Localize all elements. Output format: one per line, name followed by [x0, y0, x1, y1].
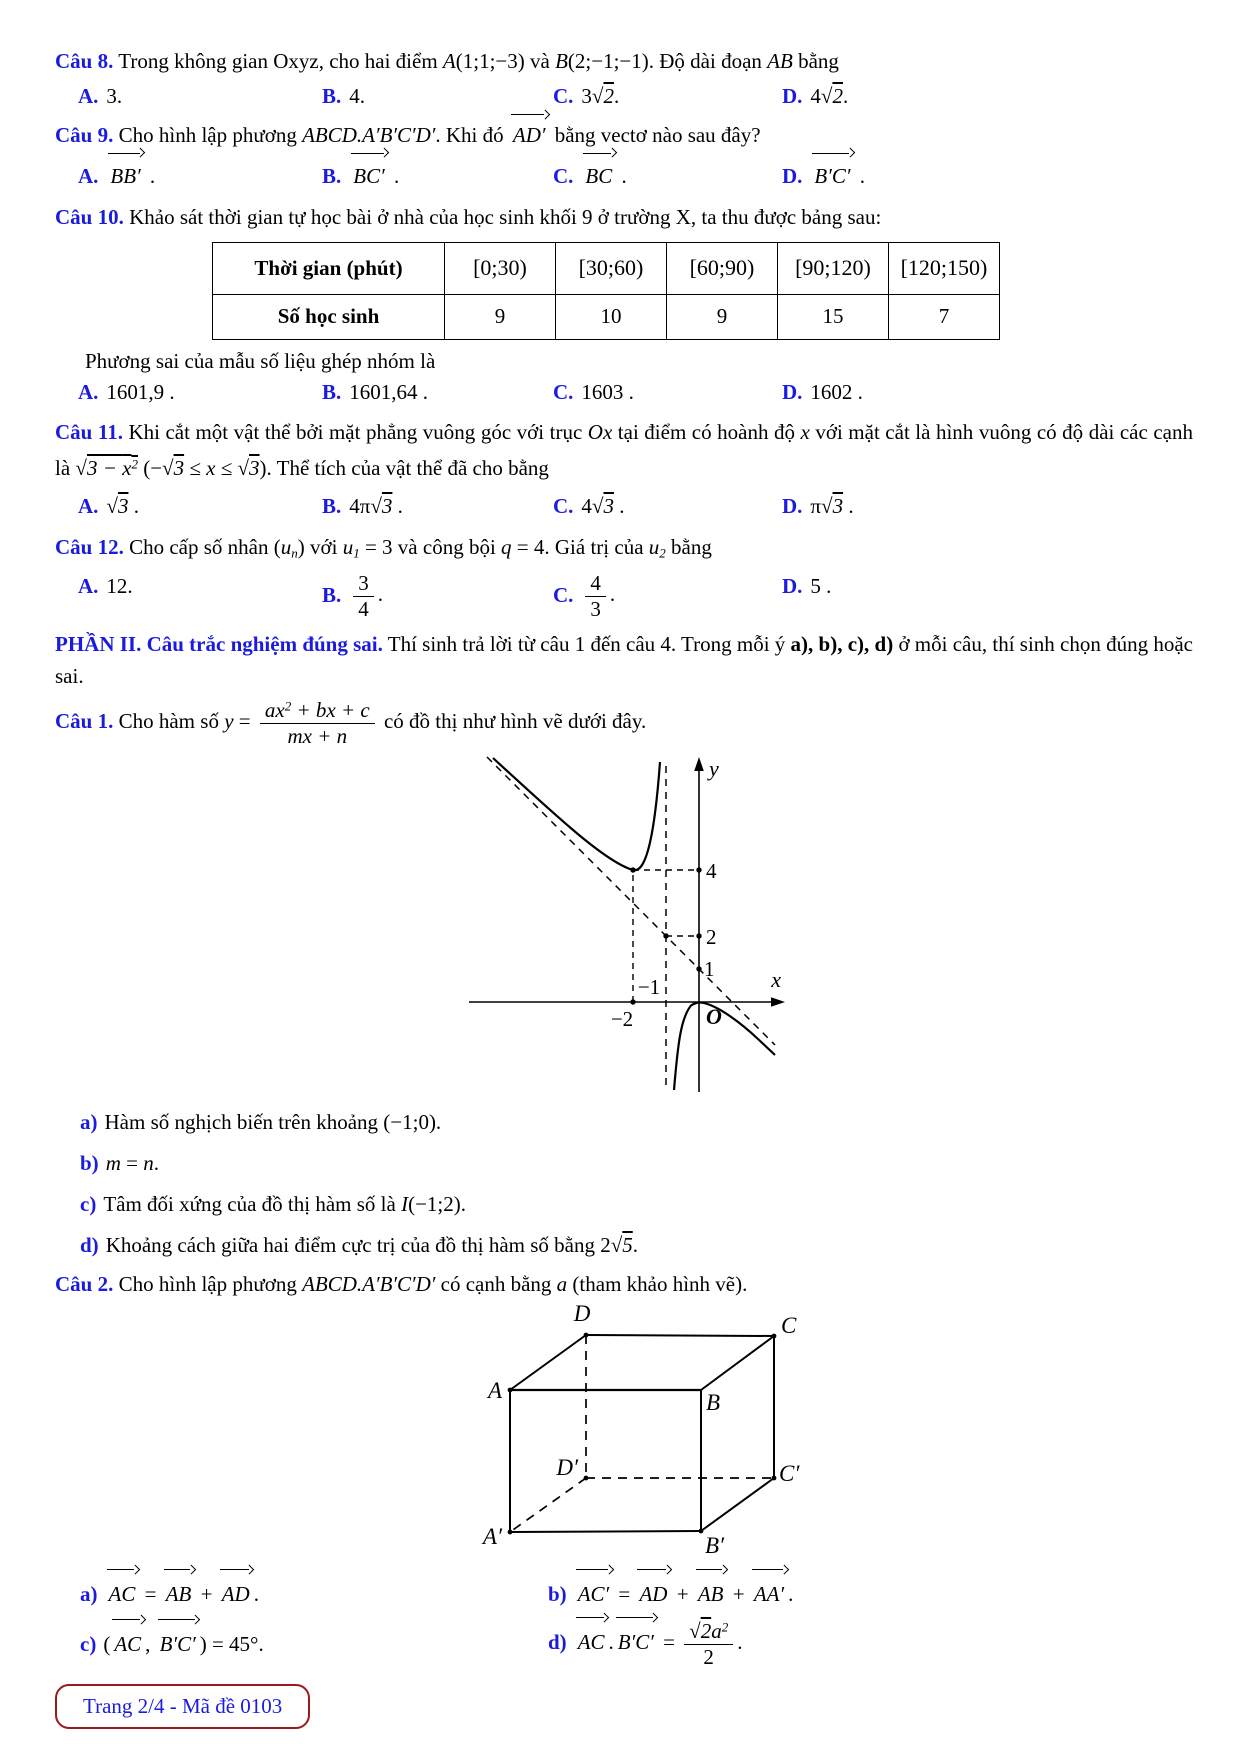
y-axis-arrow — [694, 757, 704, 771]
edge-ApBp — [510, 1531, 701, 1532]
p2-q2-item-a: a) AC = AB + AD . — [80, 1573, 548, 1615]
option-c: C. 3√2. — [553, 83, 620, 108]
option-b: B. $\frac{3}{4}$ . — [322, 571, 384, 622]
option-d: D. π√3 . — [782, 494, 854, 519]
question-8-label: Câu 8. — [55, 49, 114, 73]
option-a: A. BB′ . — [78, 157, 322, 196]
function-fraction: $\frac{ax^2 + bx + c}{mx + n}$ — [260, 698, 375, 749]
option-d: D. B′C′ . — [782, 157, 1193, 196]
center-point — [663, 933, 668, 938]
p2-q2-label: Câu 2. — [55, 1271, 114, 1296]
option-b: B. 4π√3 . — [322, 494, 403, 519]
vertex-C: C — [781, 1313, 797, 1339]
edge-DA — [510, 1335, 586, 1390]
option-c: C. 1603 . — [553, 380, 634, 405]
curve-upper-branch — [493, 758, 660, 870]
p2-q2-items — [80, 1573, 1193, 1670]
vertex-B: B — [706, 1390, 721, 1416]
edge-BC — [701, 1336, 774, 1390]
tick-minus1: −1 — [637, 974, 661, 999]
question-12-label: Câu 12. — [55, 534, 124, 559]
part2-question-1: Câu 1. Cho hàm số y = $\frac{ax^2 + bx + c}{mx + n}$ có đồ thị như hình vẽ dưới đây. — [55, 698, 647, 748]
option-c: C. 4√3 . — [553, 494, 625, 519]
p2-q2-item-d: d) AC . B′C′ = $\frac{√2a^2}{2}$ . — [548, 1619, 743, 1669]
question-9-label: Câu 9. — [55, 122, 114, 147]
fraction: $\frac{3}{4}$ — [353, 571, 374, 622]
question-10-continuation: Phương sai của mẫu số liệu ghép nhóm là — [85, 348, 436, 373]
fraction: $\frac{4}{3}$ — [585, 571, 606, 622]
cube-figure — [444, 1303, 804, 1565]
question-12-options — [78, 571, 1193, 622]
part2-heading: PHẦN II. Câu trắc nghiệm đúng sai. Thí sinh trả lời từ câu 1 đến câu 4. Trong mỗi ý a), b), c), d) ở mỗi câu, thí sinh chọn đúng hoặc sai. — [55, 632, 1193, 688]
vector-AD-prime: AD′ — [511, 118, 548, 154]
option-b: B. 4. — [322, 83, 366, 108]
curve-lower-branch — [674, 1002, 775, 1090]
question-10: Câu 10. Khảo sát thời gian tự học bài ở nhà của học sinh khối 9 ở trường X, ta thu được bảng sau: — [55, 205, 882, 230]
vertex-A: A — [487, 1378, 502, 1404]
edge-BpCp — [701, 1478, 774, 1531]
p2-q2-item-c: c) ( AC , B′C′ ) = 45°. — [80, 1623, 548, 1665]
option-c: C. $\frac{4}{3}$ . — [553, 571, 616, 622]
option-d: D. 1602 . — [782, 380, 863, 405]
table-row: Số học sinh 9 10 9 15 7 — [213, 294, 1000, 339]
tick-4: 4 — [706, 858, 717, 883]
question-8-options — [78, 81, 1193, 111]
vertex-Cp: C′ — [779, 1461, 800, 1487]
option-d: D. 4√2. — [782, 83, 849, 108]
p2-q1-item-d: d) Khoảng cách giữa hai điểm cực trị của đồ thị hàm số bằng 2√5. — [80, 1232, 638, 1257]
question-11-options — [78, 489, 1193, 525]
p2-q2-item-b: b) AC′ = AD + AB + AA′ . — [548, 1573, 1193, 1615]
cube-figure-wrap — [55, 1303, 1193, 1571]
p2-q1-item-c: c) Tâm đối xứng của đồ thị hàm số là I(−1;2). — [80, 1191, 466, 1216]
tick-minus2: −2 — [610, 1006, 634, 1031]
question-11-label: Câu 11. — [55, 419, 123, 444]
frequency-table — [212, 242, 1000, 340]
option-b: B. 1601,64 . — [322, 380, 429, 405]
p2-q1-label: Câu 1. — [55, 709, 114, 734]
vertex-Ap: A′ — [482, 1524, 502, 1550]
option-c: C. BC . — [553, 157, 782, 196]
tick-1: 1 — [704, 956, 715, 981]
table-header-time: Thời gian (phút) — [213, 242, 445, 294]
question-9-options — [78, 157, 1193, 196]
page-footer — [55, 1684, 1193, 1729]
edge-CD — [586, 1335, 774, 1336]
option-a: A. 12. — [78, 574, 133, 599]
table-row: Thời gian (phút) [0;30) [30;60) [60;90) [90;120) [120;150) — [213, 242, 1000, 294]
tick-2: 2 — [706, 924, 717, 949]
local-min-point — [630, 867, 635, 872]
x-axis-label: x — [771, 966, 781, 992]
origin-label: O — [706, 1003, 722, 1029]
question-10-options — [78, 377, 1193, 407]
x-axis-arrow — [771, 997, 785, 1007]
question-10-label: Câu 10. — [55, 205, 124, 230]
vertex-D: D — [573, 1303, 591, 1327]
option-a: A. √3 . — [78, 494, 139, 519]
page-number-badge: Trang 2/4 - Mã đề 0103 — [55, 1684, 310, 1729]
option-b: B. BC′ . — [322, 157, 553, 196]
option-a: A. 1601,9 . — [78, 380, 175, 405]
question-8: Câu 8. Trong không gian Oxyz, cho hai điểm A(1;1;−3) và B(2;−1;−1). Độ dài đoạn AB bằng — [55, 49, 839, 73]
p2-q1-item-a: a) Hàm số nghịch biến trên khoảng (−1;0). — [80, 1109, 442, 1134]
question-12: Câu 12. Cho cấp số nhân $(u_n)$ với $u_1 = 3$ và công bội q = 4. Giá trị của $u_2$ bằng — [55, 534, 712, 561]
function-graph — [459, 752, 789, 1092]
question-9: Câu 9. Cho hình lập phương ABCD.A′B′C′D′. Khi đó AD′ bằng vectơ nào sau đây? — [55, 118, 1193, 154]
part2-question-2: Câu 2. Cho hình lập phương ABCD.A′B′C′D′ có cạnh bằng a (tham khảo hình vẽ). — [55, 1271, 748, 1296]
option-d: D. 5 . — [782, 574, 832, 599]
edge-DpAp — [510, 1478, 586, 1532]
vertex-Dp: D′ — [556, 1455, 578, 1481]
function-graph-figure — [55, 752, 1193, 1098]
vertex-Bp: B′ — [705, 1533, 725, 1559]
p2-q1-item-b: b) m = n. — [80, 1150, 159, 1175]
y-axis-label: y — [709, 755, 719, 781]
table-header-count: Số học sinh — [213, 294, 445, 339]
option-a: A. 3. — [78, 83, 123, 108]
fraction: $\frac{√2a^2}{2}$ — [684, 1619, 733, 1670]
question-11: Câu 11. Khi cắt một vật thể bởi mặt phẳng vuông góc với trục Ox tại điểm có hoành độ x với mặt cắt là hình vuông có độ dài các cạnh là $√3 - x^2$ (−√3 ≤ x ≤ √3). Thể tích của vật thể đã cho bằng — [55, 419, 1193, 480]
